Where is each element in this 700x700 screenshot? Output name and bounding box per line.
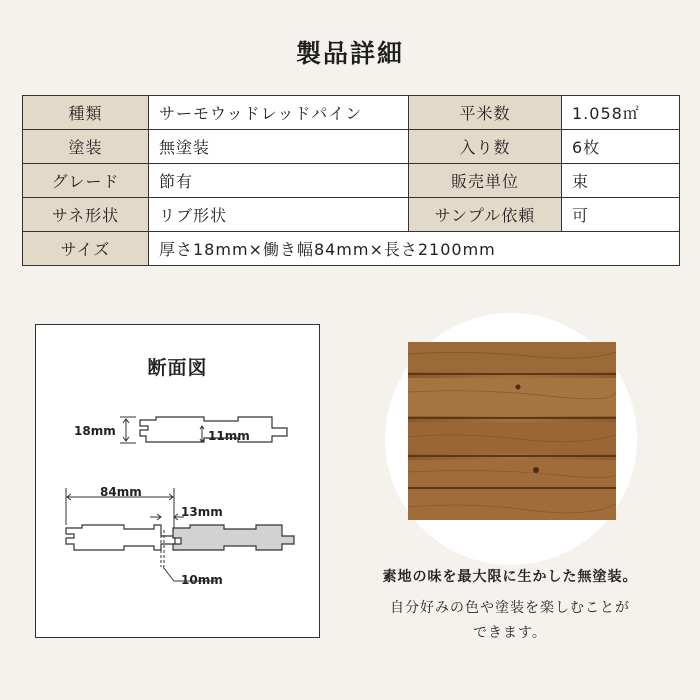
spec-label: サイズ <box>23 232 149 266</box>
spec-label: 塗装 <box>23 130 149 164</box>
spec-value: サーモウッドレッドパイン <box>149 96 409 130</box>
photo-caption-main: 素地の味を最大限に生かした無塗装。 <box>382 569 638 585</box>
spec-label: 販売単位 <box>409 164 562 198</box>
spec-label: 種類 <box>23 96 149 130</box>
table-row <box>23 96 680 130</box>
spec-label: サネ形状 <box>23 198 149 232</box>
board-left <box>66 525 175 550</box>
spec-label: 平米数 <box>409 96 562 130</box>
table-row <box>23 164 680 198</box>
table-row <box>23 130 680 164</box>
spec-value: 厚さ18mm×働き幅84mm×長さ2100mm <box>149 232 680 266</box>
spec-value: 束 <box>562 164 680 198</box>
page-title: 製品詳細 <box>295 39 404 68</box>
spec-label: グレード <box>23 164 149 198</box>
wood-panel-image <box>408 342 616 520</box>
dim-overlap: 13mm <box>181 505 223 519</box>
spec-label: サンプル依頼 <box>409 198 562 232</box>
table-row <box>23 198 680 232</box>
spec-label: 入り数 <box>409 130 562 164</box>
diagram-drawing <box>36 325 321 639</box>
dim-thickness: 18mm <box>74 424 116 438</box>
spec-value: リブ形状 <box>149 198 409 232</box>
photo-caption-line: できます。 <box>473 625 547 641</box>
dim-gap: 10mm <box>181 573 223 587</box>
cross-section-diagram <box>35 324 320 638</box>
spec-table <box>22 95 680 266</box>
spec-value: 無塗装 <box>149 130 409 164</box>
dim-groove: 11mm <box>208 429 250 443</box>
spec-value: 1.058㎡ <box>562 96 680 130</box>
table-row <box>23 232 680 266</box>
spec-value: 節有 <box>149 164 409 198</box>
wood-ribs <box>408 342 616 520</box>
photo-caption-line: 自分好みの色や塗装を楽しむことが <box>390 600 630 616</box>
board-right <box>173 525 294 550</box>
diagram-title: 断面図 <box>147 357 208 379</box>
spec-value: 可 <box>562 198 680 232</box>
spec-value: 6枚 <box>562 130 680 164</box>
dim-width: 84mm <box>100 485 142 499</box>
